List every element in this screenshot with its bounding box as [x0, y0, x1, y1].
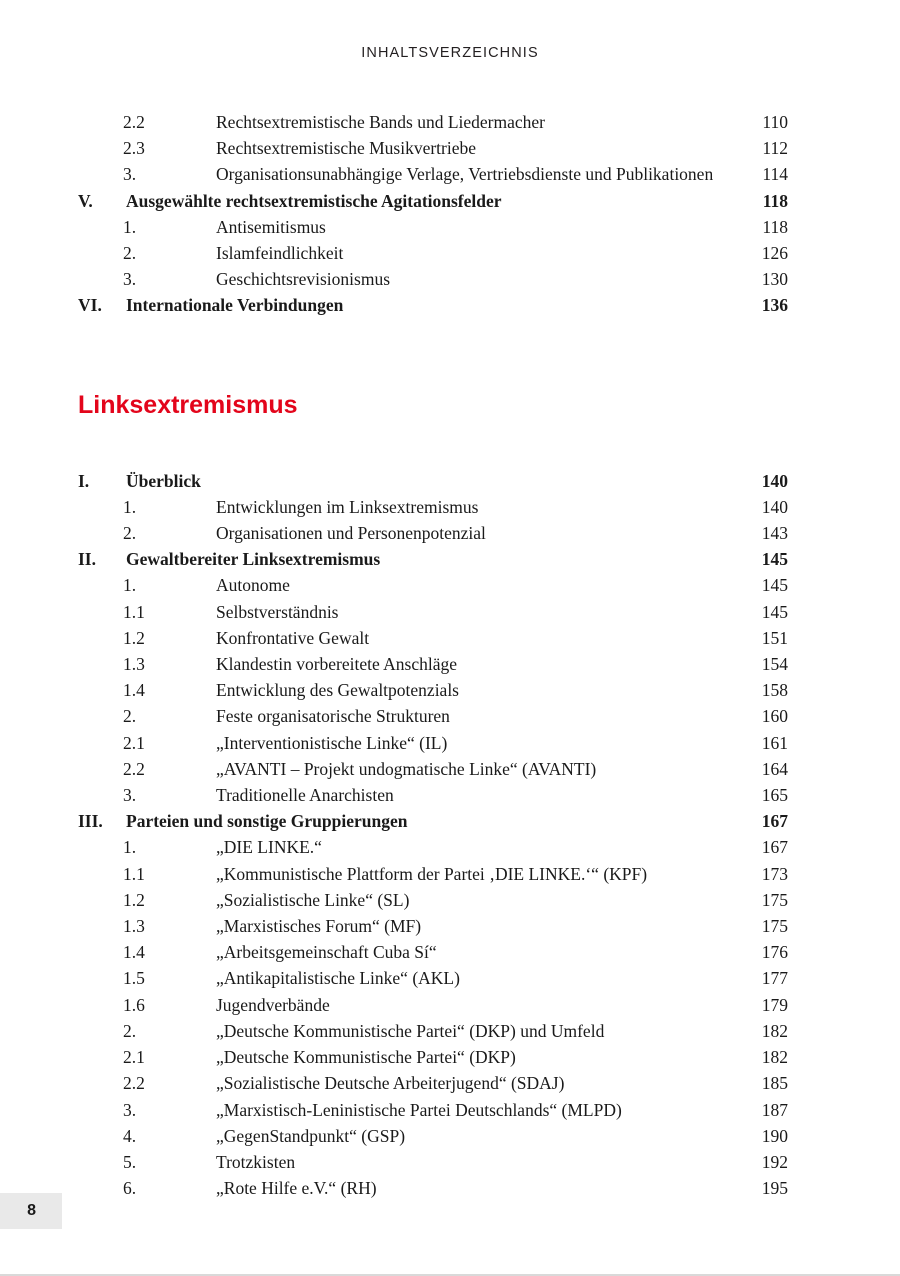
toc-entry-number: 4. [123, 1125, 137, 1146]
toc-entry-page: 173 [761, 863, 788, 884]
toc-entry-number: 1. [123, 216, 137, 237]
toc-entry-number: 1.4 [123, 680, 145, 701]
toc-entry[interactable] [78, 1149, 788, 1175]
toc-entry-page: 177 [761, 968, 788, 989]
toc-entry-number: 3. [123, 785, 137, 806]
toc-entry-number: 2. [123, 1020, 137, 1041]
toc-entry-number: V. [78, 190, 93, 211]
toc-entry-label: Trotzkisten [216, 1151, 296, 1172]
toc-entry-page: 118 [762, 216, 788, 237]
toc-entry-page: 145 [761, 601, 788, 622]
toc-entry-label: „DIE LINKE.“ [216, 837, 322, 858]
toc-section-list [0, 468, 900, 1202]
toc-entry[interactable] [78, 1175, 788, 1201]
toc-entry-number: 2. [123, 243, 137, 264]
toc-entry-number: 1.4 [123, 942, 145, 963]
toc-entry[interactable] [78, 572, 788, 598]
toc-entry-label: „Sozialistische Deutsche Arbeiterjugend“ (SDAJ) [216, 1073, 565, 1094]
toc-entry-label: Konfrontative Gewalt [216, 627, 370, 648]
toc-entry[interactable] [78, 834, 788, 860]
toc-entry[interactable] [78, 677, 788, 703]
toc-entry-page: 175 [761, 889, 788, 910]
toc-entry[interactable] [78, 965, 788, 991]
page-number-folio: 8 [0, 1193, 62, 1229]
toc-entry-page: 192 [761, 1151, 788, 1172]
toc-entry-label: Organisationsunabhängige Verlage, Vertriebsdienste und Publikationen [216, 164, 714, 185]
toc-entry-page: 114 [762, 164, 788, 185]
toc-entry-label: Autonome [216, 575, 290, 596]
toc-entry[interactable] [78, 546, 788, 572]
toc-entry-page: 161 [761, 732, 788, 753]
toc-entry[interactable] [78, 599, 788, 625]
toc-entry-number: 1.1 [123, 863, 145, 884]
toc-entry-label: „Rote Hilfe e.V.“ (RH) [216, 1178, 377, 1199]
toc-entry-page: 140 [761, 470, 788, 491]
toc-entry-label: „Deutsche Kommunistische Partei“ (DKP) und Umfeld [216, 1020, 605, 1041]
toc-entry-label: Organisationen und Personenpotenzial [216, 523, 486, 544]
toc-entry-number: 2.3 [123, 138, 145, 159]
toc-entry[interactable] [78, 214, 788, 240]
toc-entry-label: „Antikapitalistische Linke“ (AKL) [216, 968, 460, 989]
toc-entry-label: Ausgewählte rechtsextremistische Agitationsfelder [126, 190, 502, 211]
toc-entry-number: 1.6 [123, 994, 145, 1015]
toc-entry-page: 140 [761, 496, 788, 517]
toc-entry[interactable] [78, 1044, 788, 1070]
toc-entry[interactable] [78, 161, 788, 187]
toc-entry-number: 1. [123, 575, 137, 596]
toc-entry[interactable] [78, 782, 788, 808]
toc-entry-number: 1.3 [123, 654, 145, 675]
toc-entry-label: „GegenStandpunkt“ (GSP) [216, 1125, 406, 1146]
toc-entry-label: Antisemitismus [216, 216, 326, 237]
toc-entry-page: 145 [761, 575, 788, 596]
toc-entry-page: 182 [761, 1047, 788, 1068]
toc-entry-label: „Sozialistische Linke“ (SL) [216, 889, 410, 910]
toc-entry[interactable] [78, 651, 788, 677]
toc-entry-label: „AVANTI – Projekt undogmatische Linke“ (AVANTI) [216, 758, 597, 779]
toc-entry-page: 179 [761, 994, 788, 1015]
toc-entry-page: 126 [761, 243, 788, 264]
toc-entry[interactable] [78, 887, 788, 913]
running-head: INHALTSVERZEICHNIS [361, 45, 539, 61]
toc-entry-label: „Marxistisches Forum“ (MF) [216, 916, 422, 937]
toc-entry-number: 2.1 [123, 732, 145, 753]
toc-entry-number: 2.1 [123, 1047, 145, 1068]
toc-entry-number: 5. [123, 1151, 137, 1172]
toc-entry-label: Traditionelle Anarchisten [216, 785, 394, 806]
toc-entry-number: 3. [123, 269, 137, 290]
toc-entry-number: I. [78, 470, 90, 491]
toc-entry[interactable] [78, 992, 788, 1018]
toc-entry-number: 1. [123, 837, 137, 858]
toc-entry[interactable] [78, 1097, 788, 1123]
toc-entry[interactable] [78, 939, 788, 965]
toc-entry-page: 167 [761, 837, 788, 858]
toc-entry-number: VI. [78, 295, 102, 316]
toc-entry[interactable] [78, 240, 788, 266]
toc-entry-number: 1.1 [123, 601, 145, 622]
toc-entry-number: 1.5 [123, 968, 145, 989]
toc-entry-page: 151 [761, 627, 788, 648]
toc-entry-page: 195 [761, 1178, 788, 1199]
toc-entry-page: 167 [761, 811, 788, 832]
toc-entry-label: Geschichtsrevisionismus [216, 269, 391, 290]
toc-entry-page: 154 [761, 654, 788, 675]
toc-entry-page: 136 [761, 295, 788, 316]
toc-entry[interactable] [78, 1123, 788, 1149]
toc-entry[interactable] [78, 468, 788, 494]
toc-entry-page: 158 [761, 680, 788, 701]
toc-entry-label: Gewaltbereiter Linksextremismus [126, 549, 381, 570]
toc-entry-label: Überblick [126, 470, 201, 491]
toc-entry[interactable] [78, 730, 788, 756]
toc-entry-number: II. [78, 549, 96, 570]
toc-entry-number: 2.2 [123, 1073, 145, 1094]
toc-entry-label: „Arbeitsgemeinschaft Cuba Sí“ [216, 942, 437, 963]
toc-entry[interactable] [78, 292, 788, 318]
toc-entry[interactable] [78, 494, 788, 520]
toc-entry[interactable] [78, 756, 788, 782]
toc-entry-page: 130 [761, 269, 788, 290]
toc-entry[interactable] [78, 266, 788, 292]
toc-entry-label: Parteien und sonstige Gruppierungen [126, 811, 408, 832]
toc-entry-page: 143 [761, 523, 788, 544]
toc-entry[interactable] [78, 188, 788, 214]
toc-entry-page: 182 [761, 1020, 788, 1041]
toc-entry-number: 1.2 [123, 627, 145, 648]
toc-entry-label: Internationale Verbindungen [126, 295, 344, 316]
toc-entry-number: 2.2 [123, 112, 145, 132]
toc-entry[interactable] [78, 625, 788, 651]
toc-entry-number: 6. [123, 1178, 137, 1199]
toc-entry-number: 2. [123, 523, 137, 544]
toc-entry[interactable] [78, 861, 788, 887]
toc-entry-number: 2.2 [123, 758, 145, 779]
toc-entry-page: 118 [762, 190, 788, 211]
toc-entry-label: „Deutsche Kommunistische Partei“ (DKP) [216, 1047, 516, 1068]
toc-entry-number: 3. [123, 1099, 137, 1120]
toc-entry[interactable] [78, 135, 788, 161]
toc-entry-page: 110 [762, 112, 788, 132]
toc-entry-page: 165 [761, 785, 788, 806]
toc-entry[interactable] [78, 109, 788, 135]
toc-entry[interactable] [78, 1070, 788, 1096]
toc-entry-label: Entwicklung des Gewaltpotenzials [216, 680, 459, 701]
toc-entry-page: 185 [761, 1073, 788, 1094]
toc-entry-page: 190 [761, 1125, 788, 1146]
toc-entry-number: 1. [123, 496, 137, 517]
toc-entry-label: Selbstverständnis [216, 601, 339, 622]
toc-entry-number: III. [78, 811, 103, 832]
toc-entry-page: 160 [761, 706, 788, 727]
toc-entry-label: „Kommunistische Plattform der Partei ‚DIE LINKE.‘“ (KPF) [216, 863, 648, 884]
toc-entry-label: „Interventionistische Linke“ (IL) [216, 732, 448, 753]
toc-entry-page: 187 [761, 1099, 788, 1120]
toc-entry-page: 145 [761, 549, 788, 570]
toc-entry-label: „Marxistisch-Leninistische Partei Deutschlands“ (MLPD) [216, 1099, 622, 1120]
toc-entry-label: Islamfeindlichkeit [216, 243, 344, 264]
toc-continued-list [0, 109, 900, 319]
toc-entry-label: Entwicklungen im Linksextremismus [216, 496, 479, 517]
toc-entry-label: Feste organisatorische Strukturen [216, 706, 450, 727]
toc-entry[interactable] [78, 520, 788, 546]
toc-entry[interactable] [78, 1018, 788, 1044]
toc-entry-page: 175 [761, 916, 788, 937]
toc-entry-page: 164 [761, 758, 788, 779]
toc-entry-label: Rechtsextremistische Musikvertriebe [216, 138, 476, 159]
toc-entry-number: 3. [123, 164, 137, 185]
toc-entry-number: 2. [123, 706, 137, 727]
toc-entry-page: 176 [761, 942, 788, 963]
toc-entry-label: Rechtsextremistische Bands und Liedermacher [216, 112, 545, 132]
toc-entry[interactable] [78, 703, 788, 729]
section-title-linksextremismus: Linksextremismus [78, 390, 298, 419]
toc-entry-label: Jugendverbände [216, 994, 330, 1015]
toc-entry-label: Klandestin vorbereitete Anschläge [216, 654, 458, 675]
toc-entry-page: 112 [762, 138, 788, 159]
toc-entry-number: 1.3 [123, 916, 145, 937]
toc-entry[interactable] [78, 913, 788, 939]
toc-entry[interactable] [78, 808, 788, 834]
toc-entry-number: 1.2 [123, 889, 145, 910]
